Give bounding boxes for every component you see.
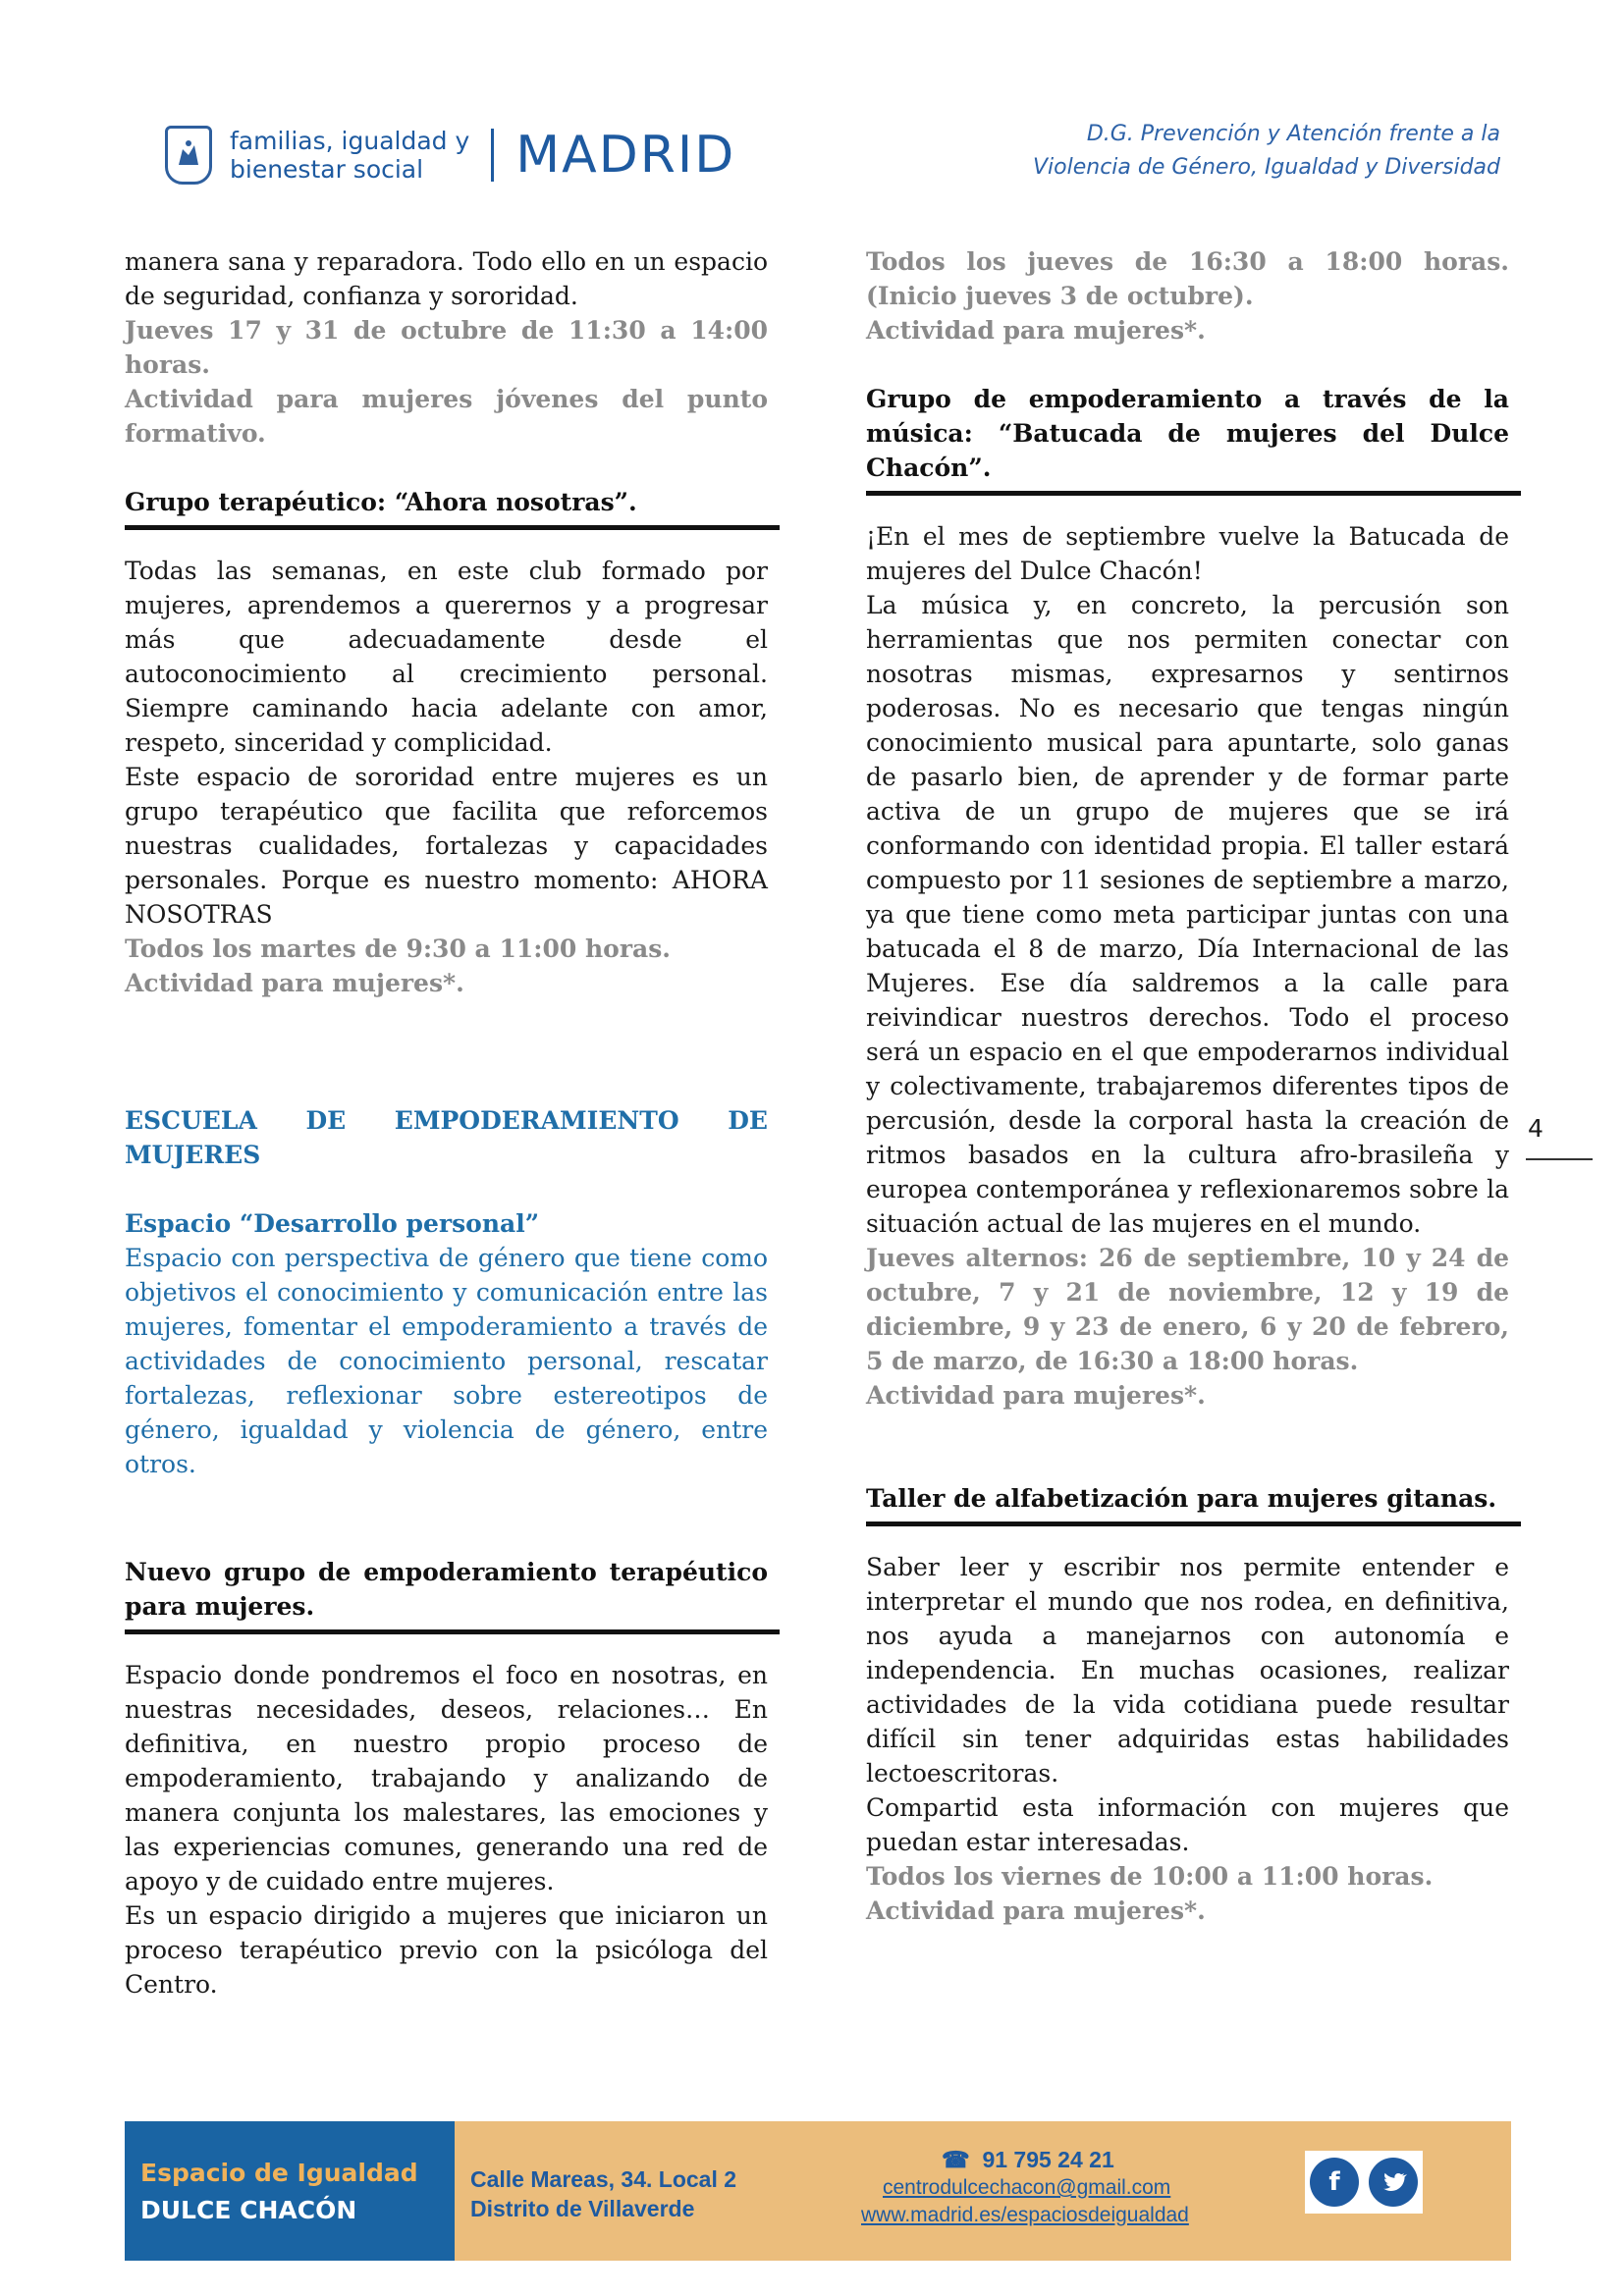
ahora-title: Grupo terapéutico: “Ahora nosotras”. — [125, 488, 637, 516]
ahora-paragraph-2: Este espacio de sororidad entre mujeres es un grupo terapéutico que facilita que reforcemos nuestras cualidades, fortalezas y capacidades personales. Porque es nuestro momento: AHORA NOSOTRAS — [125, 763, 768, 929]
escuela-title: ESCUELA DE EMPODERAMIENTO DE MUJERES — [125, 1106, 768, 1169]
nuevo-title: Nuevo grupo de empoderamiento terapéutico para mujeres. — [125, 1558, 768, 1621]
center-name-line-1: Espacio de Igualdad — [140, 2159, 418, 2187]
city-name: MADRID — [515, 126, 736, 185]
address-line-1: Calle Mareas, 34. Local 2 — [470, 2166, 737, 2192]
page-number: 4 — [1528, 1114, 1543, 1143]
section-divider — [125, 1629, 780, 1634]
section-divider — [866, 491, 1521, 496]
nuevo-paragraph-2: Es un espacio dirigido a mujeres que iniciaron un proceso terapéutico previo con la psicóloga del Centro. — [125, 1901, 768, 1999]
logo-divider — [491, 129, 494, 182]
section-divider — [866, 1522, 1521, 1526]
intro-text: manera sana y reparadora. Todo ello en un espacio de seguridad, confianza y sororidad. — [125, 247, 768, 310]
top-schedule: Todos los jueves de 16:30 a 18:00 horas. (Inicio jueves 3 de octubre). — [866, 247, 1509, 310]
phone-icon: ☎ — [942, 2147, 970, 2172]
taller-schedule: Todos los viernes de 10:00 a 11:00 horas. — [866, 1862, 1434, 1891]
center-name-line-2: DULCE CHACÓN — [140, 2196, 357, 2224]
taller-audience: Actividad para mujeres*. — [866, 1896, 1206, 1925]
phone-text: 91 795 24 21 — [982, 2147, 1114, 2172]
email-link[interactable]: centrodulcechacon@gmail.com — [883, 2176, 1171, 2199]
dg-line-1: D.G. Prevención y Atención frente a la — [1086, 122, 1500, 146]
intro-audience: Actividad para mujeres jóvenes del punto formativo. — [125, 385, 768, 448]
phone-number[interactable] — [942, 2147, 1114, 2173]
footer-address — [455, 2121, 785, 2261]
batucada-audience: Actividad para mujeres*. — [866, 1381, 1206, 1410]
batucada-paragraph-1: ¡En el mes de septiembre vuelve la Batucada de mujeres del Dulce Chacón! — [866, 522, 1509, 585]
twitter-icon[interactable] — [1369, 2158, 1418, 2207]
website-link[interactable]: www.madrid.es/espaciosdeigualdad — [861, 2204, 1189, 2226]
ahora-audience: Actividad para mujeres*. — [125, 969, 464, 997]
footer — [125, 2121, 1511, 2261]
ahora-schedule: Todos los martes de 9:30 a 11:00 horas. — [125, 934, 671, 963]
right-column — [866, 244, 1509, 1928]
section-divider — [125, 525, 780, 530]
facebook-icon[interactable]: f — [1310, 2158, 1359, 2207]
dept-line-2: bienestar social — [230, 155, 424, 184]
batucada-title: Grupo de empoderamiento a través de la música: “Batucada de mujeres del Dulce Chacón”. — [866, 385, 1509, 482]
dept-line-1: familias, igualdad y — [230, 127, 470, 155]
desarrollo-text: Espacio con perspectiva de género que tiene como objetivos el conocimiento y comunicación entre las mujeres, fomentar el empoderamiento a través de actividades de conocimiento personal, rescatar fortalezas, reflexionar sobre estereotipos de género, igualdad y violencia de género, entre otros. — [125, 1244, 768, 1478]
ahora-paragraph-1: Todas las semanas, en este club formado por mujeres, aprendemos a querernos y a progresar más que adecuadamente desde el autoconocimiento al crecimiento personal. Siempre caminando hacia adelante con amor, respeto, sinceridad y complicidad. — [125, 557, 768, 757]
batucada-schedule: Jueves alternos: 26 de septiembre, 10 y 24 de octubre, 7 y 21 de noviembre, 12 y 19 de diciembre, 9 y 23 de enero, 6 y 20 de febrero, 5 de marzo, de 16:30 a 18:00 horas. — [866, 1244, 1509, 1375]
desarrollo-title: Espacio “Desarrollo personal” — [125, 1209, 540, 1238]
footer-center-name — [125, 2121, 455, 2261]
social-links — [1305, 2151, 1423, 2214]
department-name — [230, 127, 469, 184]
left-column — [125, 244, 768, 2002]
dg-line-2: Violencia de Género, Igualdad y Diversidad — [1033, 155, 1500, 180]
intro-schedule: Jueves 17 y 31 de octubre de 11:30 a 14:00 horas. — [125, 316, 768, 379]
footer-contact — [785, 2121, 1511, 2261]
top-audience: Actividad para mujeres*. — [866, 316, 1206, 345]
nuevo-paragraph-1: Espacio donde pondremos el foco en nosotras, en nuestras necesidades, deseos, relaciones… En definitiva, en nuestro propio proceso de empoderamiento, trabajando y analizando de manera conjunta los malestares, las emociones y las experiencias comunes, generando una red de apoyo y de cuidado entre mujeres. — [125, 1661, 768, 1896]
madrid-crest-icon — [165, 126, 212, 185]
taller-paragraph-1: Saber leer y escribir nos permite entender e interpretar el mundo que nos rodea, en definitiva, nos ayuda a manejarnos con autonomía e independencia. En muchas ocasiones, realizar actividades de la vida cotidiana puede resultar difícil sin tener adquiridas estas habilidades lectoescritoras. — [866, 1553, 1509, 1788]
taller-paragraph-2: Compartid esta información con mujeres que puedan estar interesadas. — [866, 1793, 1509, 1856]
directorate-title — [1033, 118, 1500, 185]
batucada-paragraph-2: La música y, en concreto, la percusión son herramientas que nos permiten conectar con nosotras mismas, expresarnos y sentirnos poderosas. No es necesario que tengas ningún conocimiento musical para apuntarte, solo ganas de pasarlo bien, de aprender y de formar parte activa de un grupo de mujeres que se irá conformando con identidad propia. El taller estará compuesto por 11 sesiones de septiembre a marzo, ya que tiene como meta participar juntas con una batucada el 8 de marzo, Día Internacional de las Mujeres. Ese día saldremos a la calle para reivindicar nuestros derechos. Todo el proceso será un espacio en el que empoderarnos individual y colectivamente, trabajaremos diferentes tipos de percusión, desde la corporal hasta la creación de ritmos basados en la cultura afro-brasileña y europea contemporánea y reflexionaremos sobre la situación actual de las mujeres en el mundo. — [866, 591, 1509, 1238]
header-logo — [165, 126, 735, 185]
address-line-2: Distrito de Villaverde — [470, 2196, 695, 2221]
taller-title: Taller de alfabetización para mujeres gitanas. — [866, 1484, 1497, 1513]
page-number-rule — [1526, 1158, 1593, 1160]
